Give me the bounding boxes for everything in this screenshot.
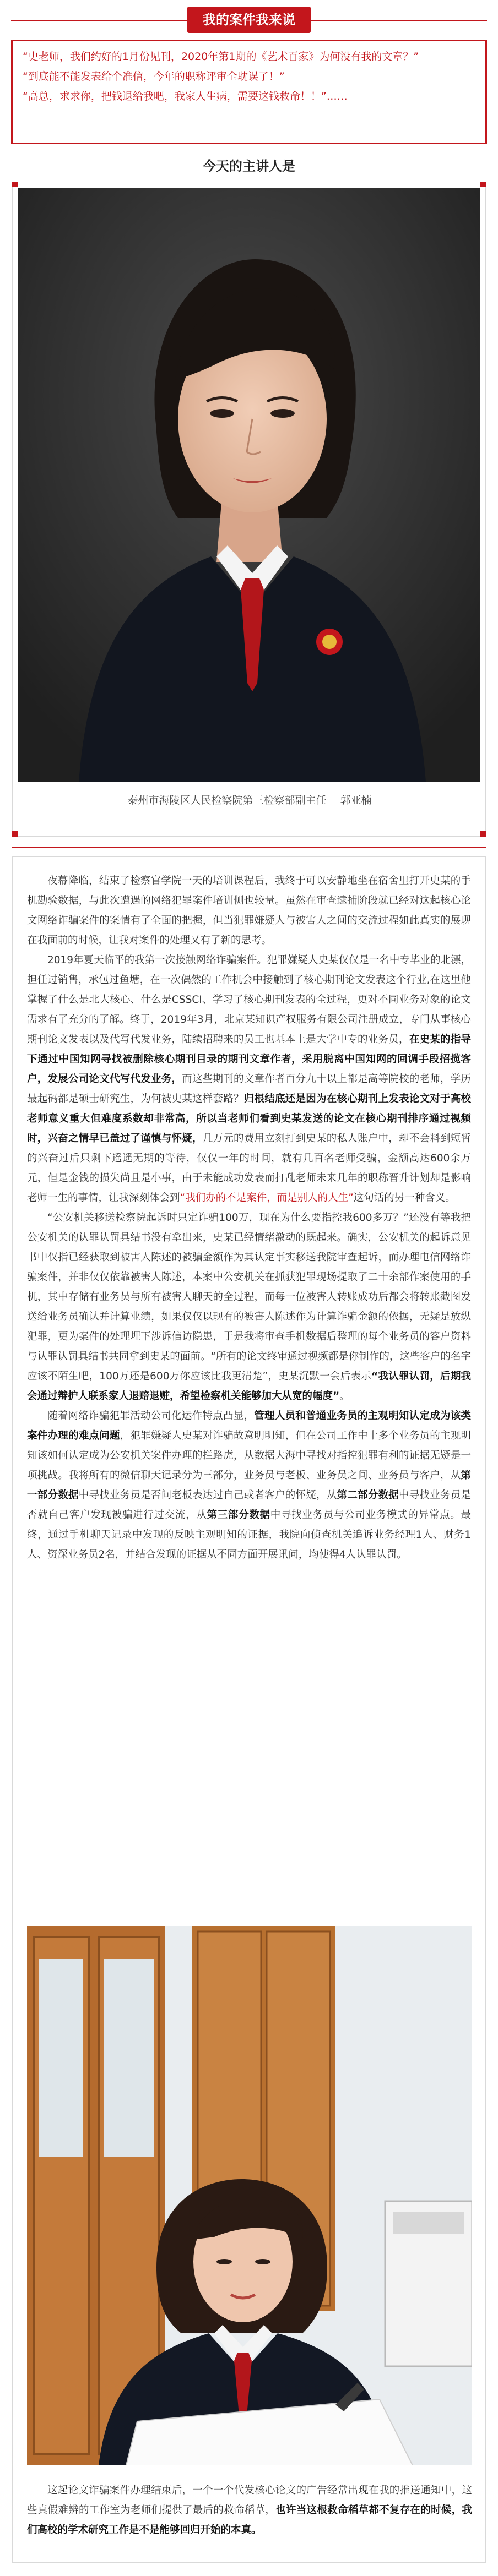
text-span: ，犯罪嫌疑人史某对诈骗故意明明知，但在公司工作中十多个业务员的主观明知该如何认定成为公安机关案件办理的拦路虎，从数据大海中寻找对指控犯罪有利的证据无疑是一项挑战。我将所有的微信聊天记录分为三部分，业务员与老板、业务员之间、业务员与客户，从 bbox=[27, 1430, 471, 1481]
article-ending bbox=[27, 2481, 472, 2540]
quote-box bbox=[11, 40, 487, 144]
photo-caption: 泰州市海陵区人民检察院第三检察部副主任 郭亚楠 bbox=[127, 794, 372, 806]
article-paragraph bbox=[27, 951, 471, 1208]
emphasis-text: 第三部分数据 bbox=[207, 1509, 270, 1521]
text-span: 这句话的另一种含义。 bbox=[353, 1192, 456, 1204]
article-paragraph bbox=[27, 2481, 472, 2540]
divider bbox=[12, 847, 486, 848]
quote-line: “史老师，我们约好的1月份见刊，2020年第1期的《艺术百家》为何没有我的文章？” bbox=[23, 51, 419, 63]
article-paragraph bbox=[27, 1208, 471, 1406]
emphasis-text: “我认罪认罚，后期我会通过辩护人联系家人退赔退赃，希望检察机关能够加大从宽的幅度” bbox=[27, 1371, 471, 1402]
emphasis-text: 也许当这根救命稻草都不复存在的时候，我们高校的学术研究工作是不是能够回归开始的本真。 bbox=[27, 2504, 472, 2536]
corner-accent bbox=[480, 831, 486, 837]
emphasis-text: 归根结底还是因为在核心期刊上发表论文对于高校老师意义重大但难度系数却非常高，所以当老师们看到史某发送的论文在核心期刊排序通过视频时，兴奋之情早已盖过了谨慎与怀疑， bbox=[27, 1093, 471, 1144]
text-span: “公安机关移送检察院起诉时只定诈骗100万，现在为什么要指控我600多万？”还没有等我把公安机关的认罪认罚具结书没有拿出来，史某已经情绪激动的既起来。确实，公安机关的起诉意见书中仅指已经获取到被害人陈述的被骗金额作为其认定事实移送我院审查起诉，而办理电信网络诈骗案件，并非仅仅依靠被害人陈述，本案中公安机关在抓获犯罪现场提取了二十余部作案使用的手机，其中存储有业务员与所有被害人聊天的全过程，而每一位被害人转账成功后都会将转账截图发送给业务员确认并计算业绩，如果仅仅以现有的被害人陈述作为计算诈骗金额的依据，无疑是放纵犯罪，更为案件的处理埋下涉诉信访隐患，于是我将审查手机数据后整理的每个业务员的客户资料与认罪认罚具结书共同拿到史某的面前。“所有的论文终审通过视频都是你制作的，这些客户的名字应该不陌生吧，100万还是600万你应该比我更清楚”，史某沉默一会后表示 bbox=[27, 1212, 471, 1382]
quote-line: “高总，求求你，把钱退给我吧，我家人生病，需要这钱救命！！”…… bbox=[23, 90, 348, 102]
text-span: 中寻找业务员是否就自己客户发现被骗进行过交流，从 bbox=[27, 1489, 471, 1521]
corner-accent bbox=[12, 182, 18, 187]
office-illustration bbox=[27, 1926, 472, 2465]
corner-accent bbox=[480, 182, 486, 187]
speaker-portrait bbox=[18, 188, 480, 782]
speaker-photo-card bbox=[12, 182, 486, 837]
text-span: 几万元的费用立刻打到史某的私人账户中，却不会料到短暂的兴奋过后只剩下遥遥无期的等待，仅仅一年的时间，就有几百名老师受骗，金额高达600余万元， bbox=[27, 1133, 471, 1184]
section-title: 今天的主讲人是 bbox=[203, 159, 295, 174]
page-title: 我的案件我来说 bbox=[187, 7, 311, 33]
text-span: 中寻找业务员是否问老板表达过自己或者客户的怀疑，从 bbox=[78, 1489, 337, 1501]
emphasis-text: 管理人员和普通业务员的主观明知认定成为该类案件办理的难点问题 bbox=[27, 1410, 471, 1442]
article-body bbox=[12, 856, 486, 2563]
text-span: 犯罪嫌疑人史某仅仅是一名中专毕业的北漂，担任过销售，承包过鱼塘，在一次偶然的工作机会中接触到了核心期刊论文发表这个行业,在这里他掌握了什么是北大核心、什么是CSSCI、学习了核心期刊发表的全过程，更对不同业务对象的论文需求有了充分的了解。 bbox=[27, 954, 471, 1025]
header-banner bbox=[0, 0, 498, 40]
text-span: 中寻找业务员与公司业务模式的异常点。最终，通过手机聊天记录中发现的反映主观明知的证据，我院向侦查机关追诉业务经理1人、财务1人、资深业务员2名，并结合发现的证据从不同方面开展讯问，均使得4人认罪认罚。 bbox=[27, 1509, 471, 1560]
portrait-illustration bbox=[18, 188, 480, 782]
text-span: 终于，2019年3月，北京某知识产权服务有限公司注册成立，专门从事核心期刊论文发表以及代写代发业务，陆续招聘来的员工也基本上是大学中专的业务员， bbox=[27, 1014, 471, 1045]
emphasis-text: 第二部分数据 bbox=[337, 1489, 399, 1501]
text-span: 这起论文诈骗案件办理结束后，一个一个代发核心论文的广告经常出现在我的推送通知中，这些真假难辨的工作室为老师们提供了最后的救命稻草， bbox=[27, 2485, 472, 2516]
emphasis-text: 在史某的指导下通过中国知网寻找被删除核心期刊目录的期刊文章作者，采用脱离中国知网的回调手段招揽客户，发展公司论文代写代发业务， bbox=[27, 1034, 471, 1085]
office-photo bbox=[27, 1926, 472, 2465]
text-span: 随着网络诈骗犯罪活动公司化运作特点凸显， bbox=[47, 1410, 255, 1422]
quote-line: “到底能不能发表给个准信，今年的职称评审全耽误了！” bbox=[23, 70, 285, 83]
emphasis-text: 第一部分数据 bbox=[27, 1470, 471, 1501]
text-span: 而这些期刊的文章作者百分九十以上都是高等院校的老师，学历最起码都是硕士研究生，为何被史某这样套路？ bbox=[27, 1073, 471, 1105]
corner-accent bbox=[12, 831, 18, 837]
article-paragraph bbox=[27, 1406, 471, 1565]
highlight-quote: “我们办的不是案件，而是别人的人生” bbox=[180, 1192, 354, 1204]
article-paragraph: 夜幕降临，结束了检察官学院一天的培训课程后，我终于可以安静地坐在宿舍里打开史某的手机勘验数据，与此次遭遇的网络犯罪案件培训侧也较量。虽然在审查逮捕阶段就已经对这起核心论文网络诈骗案件的案情有了全面的把握，但当犯罪嫌疑人与被害人之间的交流过程如此真实的展现在我面前的时候，让我对案件的处理又有了新的思考。 bbox=[27, 875, 471, 946]
text-span: 。 bbox=[339, 1390, 350, 1402]
text-span: 但是金钱的损失尚且是小事，由于未能成功发表而打乱老师未来几年的职称晋升计划却是影响老师一生的事情，让我深刻体会到 bbox=[27, 1172, 471, 1204]
text-span: 2019年夏天临平的我第一次接触网络诈骗案件。 bbox=[47, 954, 267, 966]
